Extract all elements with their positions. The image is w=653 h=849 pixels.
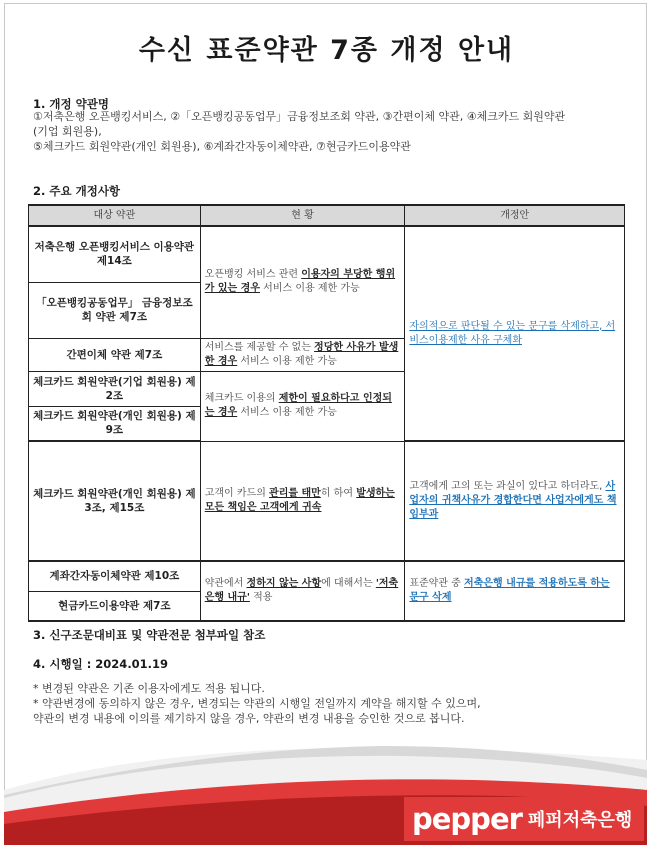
section3-heading: 3. 신구조문대비표 및 약관전문 첨부파일 참조 xyxy=(33,628,266,642)
target-cell: 계좌간자동이체약관 제10조 xyxy=(29,561,201,591)
brand-wordmark: pepper xyxy=(412,802,522,836)
section4-heading: 4. 시행일 : 2024.01.19 xyxy=(33,657,169,671)
brand-logo xyxy=(404,797,644,841)
target-cell: 체크카드 회원약관(기업 회원용) 제2조 xyxy=(29,371,201,406)
target-cell: 「오픈뱅킹공동업무」 금융정보조회 약관 제7조 xyxy=(29,282,201,338)
target-cell: 체크카드 회원약관(개인 회원용) 제3조, 제15조 xyxy=(29,441,201,561)
section1-line: ①저축은행 오픈뱅킹서비스, ②「오픈뱅킹공동업무」금융정보조회 약관, ③간편이체 약관, ④체크카드 회원약관 xyxy=(33,110,566,123)
current-cell: 오픈뱅킹 서비스 관련 이용자의 부당한 행위가 있는 경우 서비스 이용 제한 가능 xyxy=(200,226,405,338)
note-line: 약관의 변경 내용에 이의를 제기하지 않을 경우, 약관의 변경 내용을 승인한 것으로 봅니다. xyxy=(33,712,465,725)
revision-cell: 고객에게 고의 또는 과실이 있다고 하더라도, 사업자의 귀책사유가 경합한다면 사업자에게도 책임부과 xyxy=(405,441,625,561)
revision-cell: 자의적으로 판단될 수 있는 문구를 삭제하고, 서비스이용제한 사유 구체화 xyxy=(405,226,625,441)
section1-body xyxy=(33,109,633,154)
header-revision: 개정안 xyxy=(405,205,625,226)
header-current: 현 황 xyxy=(200,205,405,226)
current-cell: 고객이 카드의 관리를 태만히 하여 발생하는 모든 책임은 고객에게 귀속 xyxy=(200,441,405,561)
table-header-row xyxy=(29,205,625,226)
table-row xyxy=(29,441,625,561)
table-row xyxy=(29,226,625,282)
current-cell: 약관에서 정하지 않는 사항에 대해서는 '저축은행 내규' 적용 xyxy=(200,561,405,621)
section1-line: (기업 회원용), xyxy=(33,125,102,138)
current-cell: 체크카드 이용의 제한이 필요하다고 인정되는 경우 서비스 이용 제한 가능 xyxy=(200,371,405,441)
target-cell: 저축은행 오픈뱅킹서비스 이용약관 제14조 xyxy=(29,226,201,282)
note-line: * 약관변경에 동의하지 않은 경우, 변경되는 약관의 시행일 전일까지 계약을 해지할 수 있으며, xyxy=(33,697,481,710)
page-title: 수신 표준약관 7종 개정 안내 xyxy=(138,35,515,66)
header-target: 대상 약관 xyxy=(29,205,201,226)
brand-name: 페퍼저축은행 xyxy=(527,810,633,831)
section1-line: ⑤체크카드 회원약관(개인 회원용), ⑥계좌간자동이체약관, ⑦현금카드이용약관 xyxy=(33,140,411,153)
target-cell: 체크카드 회원약관(개인 회원용) 제9조 xyxy=(29,406,201,441)
section2-heading: 2. 주요 개정사항 xyxy=(33,184,121,198)
section1-heading: 1. 개정 약관명 xyxy=(33,97,109,111)
table-row xyxy=(29,561,625,591)
current-cell: 서비스를 제공할 수 없는 정당한 사유가 발생한 경우 서비스 이용 제한 가능 xyxy=(200,338,405,371)
target-cell: 간편이체 약관 제7조 xyxy=(29,338,201,371)
target-cell: 현금카드이용약관 제7조 xyxy=(29,591,201,621)
revision-table xyxy=(28,204,625,622)
note-line: * 변경된 약관은 기존 이용자에게도 적용 됩니다. xyxy=(33,682,265,695)
revision-cell: 표준약관 중 저축은행 내규를 적용하도록 하는 문구 삭제 xyxy=(405,561,625,621)
